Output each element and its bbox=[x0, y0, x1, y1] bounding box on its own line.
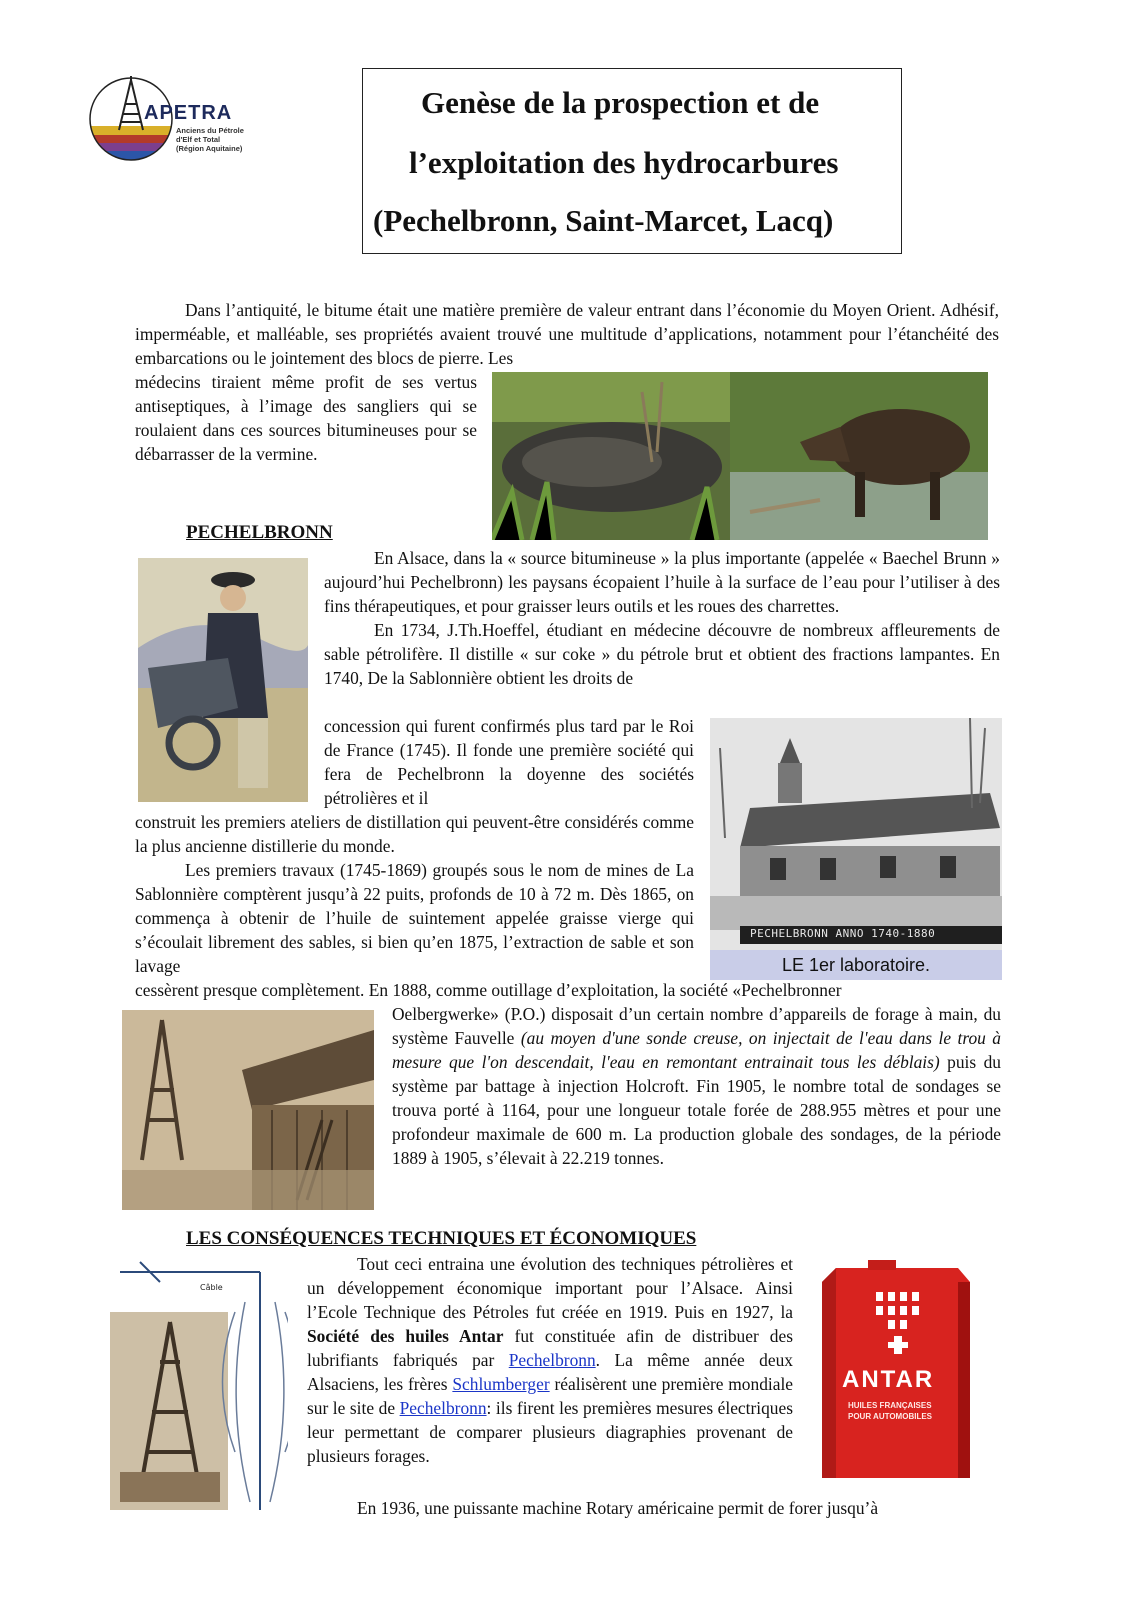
pechelbronn-text-3: construit les premiers ateliers de distillation qui peuvent-être considérés comme la plus ancienne distillerie du monde. Les premiers travaux (1745-1869) groupés sous le nom de mines de La Sablonnière comptèrent jusqu’à 22 puits, profonds de 10 à 72 m. Dès 1865, on commença à obtenir de l’huile de suintement appelée graisse vierge qui s’écoulait librement des sables, si bien qu’en 1875, l’extraction de sable et son lavage bbox=[135, 812, 694, 976]
pechelbronn-text-1: En Alsace, dans la « source bitumineuse » la plus importante (appelée « Baechel Brunn » aujourd’hui Pechelbronn) les paysans écopaient l’huile à la surface de l’eau pour l’utiliser à des fins thérapeutiques, et pour graisser leurs outils et les roues des charrettes. En 1734, J.Th.Hoeffel, étudiant en médecine découvre de nombreux affleurements de sable pétrolifère. Il distille « sur coke » du pétrole brut et obtient des fractions lampantes. En 1740, De la Sablonnière obtient les droits de bbox=[324, 548, 1000, 688]
link-schlumberger[interactable]: Schlumberger bbox=[452, 1374, 550, 1394]
derrick-diagram-image bbox=[110, 1252, 288, 1510]
pechelbronn-text-5 bbox=[392, 1002, 1001, 1170]
peasant-wheelbarrow-photo bbox=[138, 558, 308, 802]
consequences-text bbox=[307, 1252, 793, 1468]
drilling-rig-photo bbox=[122, 1010, 374, 1210]
wild-boar-photo bbox=[730, 372, 988, 540]
cons-t3: . La même année deux Alsaciens, les frères bbox=[307, 1350, 793, 1394]
antar-label-2: POUR AUTOMOBILES bbox=[848, 1412, 933, 1421]
section-heading-consequences: LES CONSÉQUENCES TECHNIQUES ET ÉCONOMIQUES bbox=[186, 1228, 697, 1249]
lab-photo-caption: LE 1er laboratoire. bbox=[710, 950, 1002, 980]
antar-label-1: HUILES FRANÇAISES bbox=[848, 1401, 932, 1410]
logo-name: APETRA bbox=[144, 102, 233, 124]
title-box bbox=[362, 68, 902, 254]
title-line-3: (Pechelbronn, Saint-Marcet, Lacq) bbox=[373, 203, 834, 238]
title-line-2: l’exploitation des hydrocarbures bbox=[409, 145, 839, 180]
diagram-label: Câble bbox=[200, 1283, 223, 1292]
cons-bold-antar: Société des huiles Antar bbox=[307, 1326, 504, 1346]
logo-subtitle-1: Anciens du Pétrole bbox=[176, 126, 244, 135]
p3c-end: puis du système par battage à injection Holcroft. Fin 1905, le nombre total de sondages se trouva porté à 1164, pour une longueur totale forée de 288.955 mètres et pour une profondeur maximale de 600 m. La production globale des sondages, de la période 1889 à 1905, s’élevait à 22.219 tonnes. bbox=[392, 1052, 1001, 1168]
logo-subtitle-3: (Région Aquitaine) bbox=[176, 144, 243, 153]
section-heading-pechelbronn: PECHELBRONN bbox=[186, 522, 333, 543]
bitumen-pool-photo bbox=[492, 372, 730, 540]
antar-brand: ANTAR bbox=[842, 1366, 935, 1393]
apetra-logo bbox=[86, 74, 256, 164]
p3c-start: Oelbergwerke» (P.O.) disposait d’un certain nombre d’appareils de forage à main, du système Fauvelle bbox=[392, 1004, 1001, 1048]
antar-oil-can-image bbox=[808, 1256, 986, 1490]
consequences-last-line: En 1936, une puissante machine Rotary américaine permit de forer jusqu’à bbox=[357, 1498, 879, 1518]
first-laboratory-photo bbox=[710, 718, 1002, 980]
title-line-1: Genèse de la prospection et de bbox=[421, 85, 820, 120]
intro-paragraph-cont: médecins tiraient même profit de ses vertus antiseptiques, à l’image des sangliers qui se roulaient dans ces sources bitumineuses pour se débarrasser de la vermine. bbox=[135, 372, 477, 464]
p3c-italic: (au moyen d'une sonde creuse, on injectait de l'eau dans le trou à mesure que l'on descendait, l'eau en remontant entrainait tous les déblais) bbox=[392, 1028, 1001, 1072]
link-pechelbronn-2[interactable]: Pechelbronn bbox=[399, 1398, 487, 1418]
cons-t4: réalisèrent une première mondiale sur le site de bbox=[307, 1374, 793, 1418]
pechelbronn-text-4: cessèrent presque complètement. En 1888, comme outillage d’exploitation, la société «Pechelbronner bbox=[135, 980, 842, 1000]
lab-plaque-text: PECHELBRONN ANNO 1740-1880 bbox=[750, 927, 936, 940]
link-pechelbronn-1[interactable]: Pechelbronn bbox=[508, 1350, 596, 1370]
cons-t1: Tout ceci entraina une évolution des techniques pétrolières et un développement économique important pour l’Alsace. Ainsi l’Ecole Technique des Pétroles fut créée en 1919. Puis en 1927, la bbox=[307, 1254, 793, 1322]
cons-t2: fut constituée afin de distribuer des lubrifiants fabriqués par bbox=[307, 1326, 793, 1370]
logo-subtitle-2: d'Elf et Total bbox=[176, 135, 221, 144]
intro-paragraph: Dans l’antiquité, le bitume était une matière première de valeur entrant dans l’économie du Moyen Orient. Adhésif, imperméable, et malléable, ses propriétés avaient trouvé une multitude d’applications, notamment pour l’étanchéité des embarcations ou le jointement des blocs de pierre. Les bbox=[135, 300, 999, 368]
cons-t5: : ils firent les premières mesures électriques leur permettant de comparer plusieurs diagraphies provenant de plusieurs forages. bbox=[307, 1398, 793, 1466]
pechelbronn-text-2: concession qui furent confirmés plus tard par le Roi de France (1745). Il fonde une première société qui fera de Pechelbronn la doyenne des sociétés pétrolières et il bbox=[324, 716, 694, 808]
